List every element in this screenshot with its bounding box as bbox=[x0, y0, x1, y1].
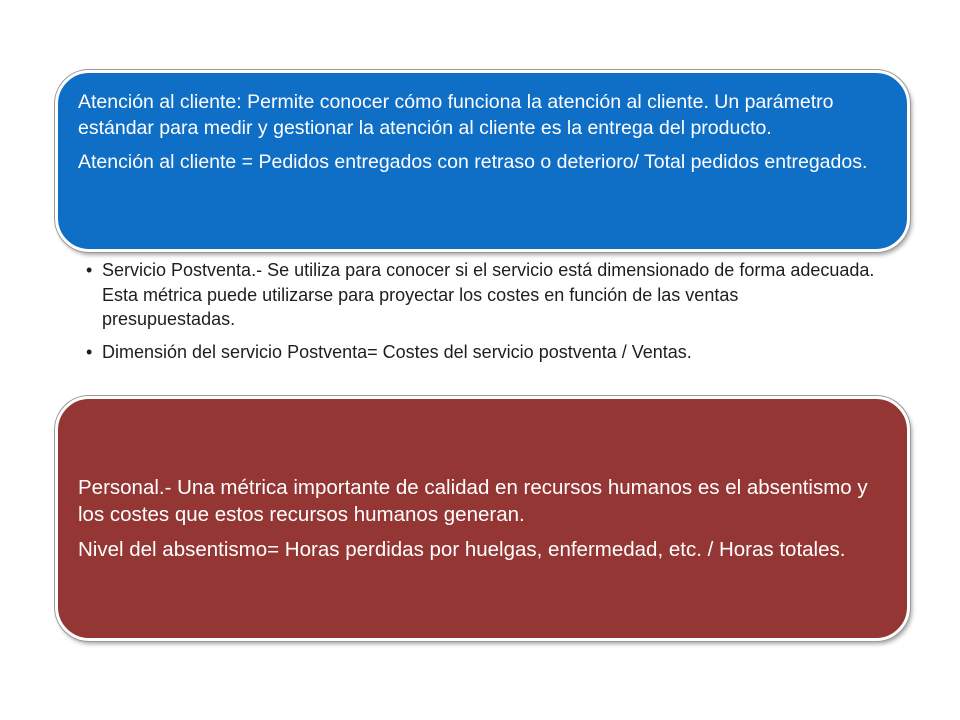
personnel-description: Personal.- Una métrica importante de calidad en recursos humanos es el absentismo y los costes que estos recursos humanos generan. bbox=[78, 476, 868, 526]
bullet-item-postsale-formula bbox=[86, 340, 876, 365]
bullet-marker: • bbox=[86, 341, 93, 362]
bullet-text: Servicio Postventa.- Se utiliza para conocer si el servicio está dimensionado de forma adecuada. Esta métrica puede utilizarse para proyectar los costes en función de las ventas presupuestadas. bbox=[102, 260, 875, 329]
bullet-text: Dimensión del servicio Postventa= Costes del servicio postventa / Ventas. bbox=[102, 341, 692, 362]
postsale-bullet-list bbox=[86, 258, 876, 364]
bullet-item-postsale-service bbox=[86, 258, 876, 332]
customer-service-description: Atención al cliente: Permite conocer cómo funciona la atención al cliente. Un parámetro estándar para medir y gestionar la atención al cliente es la entrega del producto. bbox=[78, 91, 834, 139]
bullet-marker: • bbox=[86, 260, 93, 280]
personnel-box bbox=[55, 396, 910, 641]
customer-service-box bbox=[55, 70, 910, 252]
absenteeism-formula: Nivel del absentismo= Horas perdidas por huelgas, enfermedad, etc. / Horas totales. bbox=[78, 538, 846, 561]
customer-service-formula: Atención al cliente = Pedidos entregados con retraso o deterioro/ Total pedidos entregados. bbox=[78, 151, 868, 173]
